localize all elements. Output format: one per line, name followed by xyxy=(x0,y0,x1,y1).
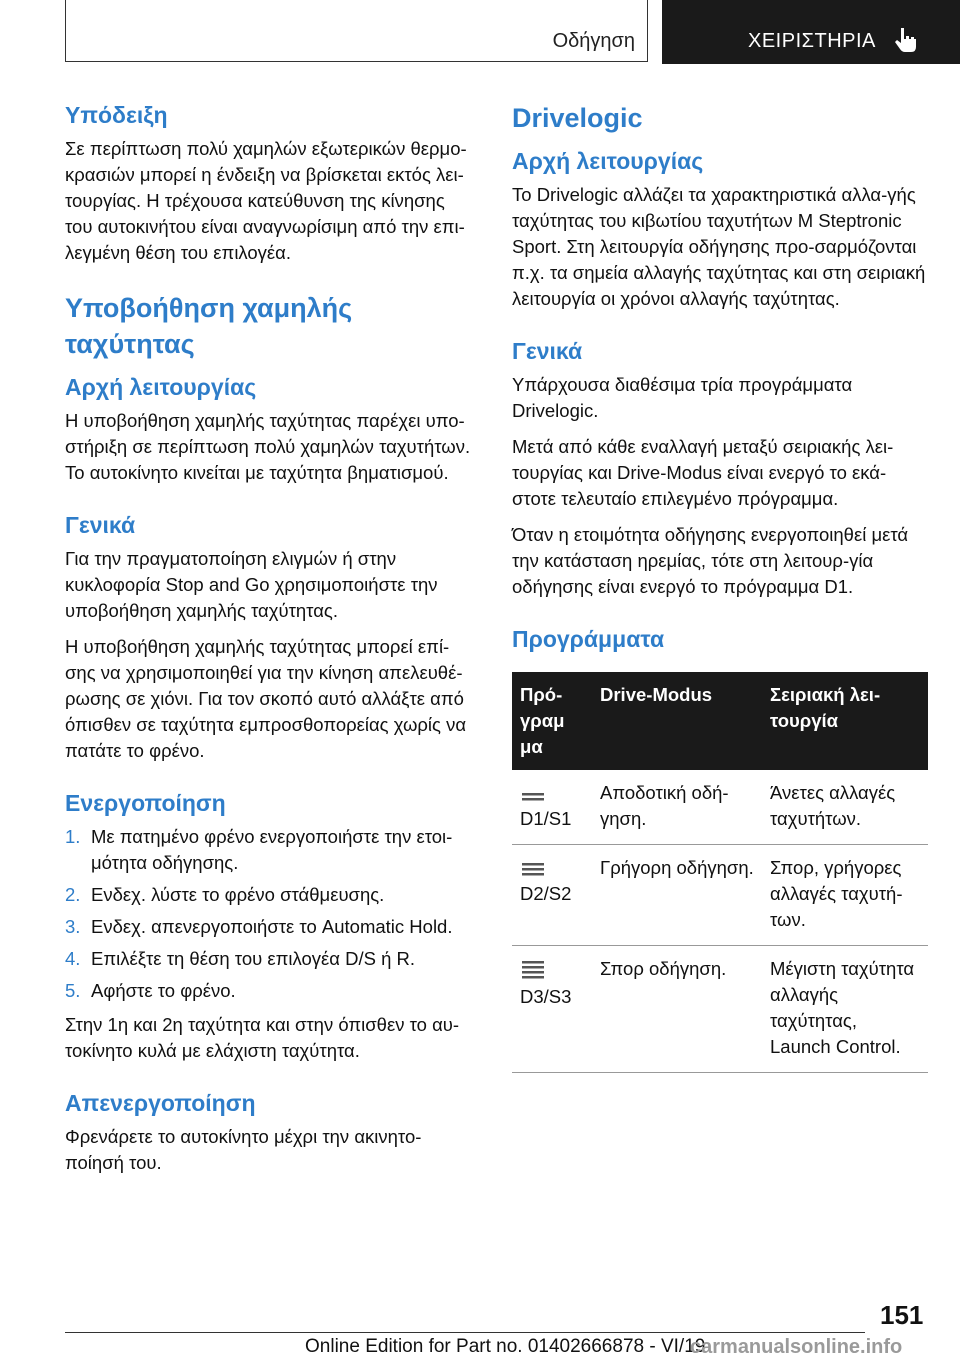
principle-title: Αρχή λειτουργίας xyxy=(512,148,704,174)
watermark: carmanualsonline.info xyxy=(690,1336,903,1358)
header-chapter-tab xyxy=(65,0,648,62)
hint-title: Υπόδειξη xyxy=(65,102,168,128)
principle-text: Το Drivelogic αλλάζει τα χαρακτηριστικά αλλα-γής ταχύτητας του κιβωτίου ταχυτήτων M Steptronic Sport. Στη λειτουργία οδήγησης προ-σαρμόζονται π.χ. τα σημεία αλλαγής ταχύτητας και στη σειριακή λειτουργία οι χρόνοι αλλαγής ταχύτητας. xyxy=(512,184,926,309)
list-item: 2. Ενδεχ. λύστε το φρένο στάθμευσης. xyxy=(65,884,385,905)
general-text-2: Η υποβοήθηση χαμηλής ταχύτητας μπορεί επί-σης να χρησιμοποιηθεί για την κίνηση απελευθέ-ρωσης σε χιόνι. Για τον σκοπό αυτό αλλάξτε από όπισθεν σε ταχύτητα εμπροσθοπορείας χωρίς να πατάτε το φρένο. xyxy=(65,636,467,761)
general-title: Γενικά xyxy=(65,512,136,538)
footer-divider xyxy=(65,1332,865,1333)
drive-mode-cell: Σπορ οδήγηση. xyxy=(592,946,762,1073)
programs-table xyxy=(512,672,928,1073)
list-item: 1. Με πατημένο φρένο ενεργοποιήστε την ετοι-μότητα οδήγησης. xyxy=(65,826,453,873)
column-header: Σειριακή λει-τουργία xyxy=(762,672,928,770)
general-title: Γενικά xyxy=(512,338,583,364)
serial-mode-cell: Άνετες αλλαγές ταχυτήτων. xyxy=(762,770,928,845)
general-text-1: Για την πραγματοποίηση ελιγμών ή στην κυκλοφορία Stop and Go χρησιμοποιήστε την υποβοήθηση χαμηλής ταχύτητας. xyxy=(65,548,438,621)
drive-mode-cell: Αποδοτική οδή-γηση. xyxy=(592,770,762,845)
chapter-label: Οδήγηση xyxy=(552,30,635,52)
table-header-row xyxy=(512,672,928,770)
list-item: 3. Ενδεχ. απενεργοποιήστε το Automatic Hold. xyxy=(65,916,453,937)
deactivation-text: Φρενάρετε το αυτοκίνητο μέχρι την ακινητο-ποίησή του. xyxy=(65,1126,422,1173)
edition-text: Online Edition for Part no. 01402666878 - VI/19 xyxy=(305,1336,706,1357)
general-text-2: Μετά από κάθε εναλλαγή μεταξύ σειριακής λει-τουργίας και Drive-Modus είναι ενεργό το εκά-στοτε τελευταίο επιλεγμένο πρόγραμμα. xyxy=(512,436,894,509)
header-section-tab xyxy=(662,0,960,64)
column-header: Drive-Modus xyxy=(592,672,762,770)
drivelogic-level-3-icon xyxy=(520,960,546,980)
left-column xyxy=(65,100,475,1186)
column-header: Πρό-γραμ μα xyxy=(512,672,592,770)
general-text-1: Υπάρχουσα διαθέσιμα τρία προγράμματα Drivelogic. xyxy=(512,374,853,421)
section-title-drivelogic: Drivelogic xyxy=(512,103,643,133)
table-row xyxy=(512,845,928,946)
drivelogic-level-1-icon xyxy=(520,784,546,802)
principle-title: Αρχή λειτουργίας xyxy=(65,374,257,400)
list-item: 5. Αφήστε το φρένο. xyxy=(65,980,236,1001)
principle-text: Η υποβοήθηση χαμηλής ταχύτητας παρέχει υπο-στήριξη σε περίπτωση πολύ χαμηλών ταχυτήτων. Το αυτοκίνητο κινείται με ταχύτητα βηματισμού. xyxy=(65,410,471,483)
activation-steps xyxy=(65,824,475,1004)
drivelogic-level-2-icon xyxy=(520,859,546,877)
program-label: D1/S1 xyxy=(520,808,572,829)
activation-note: Στην 1η και 2η ταχύτητα και στην όπισθεν το αυ-τοκίνητο κυλά με ελάχιστη ταχύτητα. xyxy=(65,1014,460,1061)
general-text-3: Όταν η ετοιμότητα οδήγησης ενεργοποιηθεί μετά την κατάσταση ηρεμίας, τότε στη λειτουρ-γία οδήγησης είναι ενεργό το πρόγραμμα D1. xyxy=(512,524,909,597)
table-row xyxy=(512,946,928,1073)
program-label: D3/S3 xyxy=(520,986,572,1007)
list-item: 4. Επιλέξτε τη θέση του επιλογέα D/S ή R. xyxy=(65,948,416,969)
right-column xyxy=(512,100,928,1073)
programs-title: Προγράμματα xyxy=(512,626,665,652)
hand-pointer-icon xyxy=(894,26,920,54)
hint-text: Σε περίπτωση πολύ χαμηλών εξωτερικών θερμο-κρασιών μπορεί η ένδειξη να βρίσκεται εκτός λει-τουργίας. Η τρέχουσα κατεύθυνση της κίνησης του αυτοκινήτου είναι αναγνωρίσιμη από την επι-λεγμένη θέση του επιλογέα. xyxy=(65,138,467,263)
drive-mode-cell: Γρήγορη οδήγηση. xyxy=(592,845,762,946)
program-label: D2/S2 xyxy=(520,883,572,904)
serial-mode-cell: Μέγιστη ταχύτητα αλλαγής ταχύτητας, Launch Control. xyxy=(762,946,928,1073)
deactivation-title: Απενεργοποίηση xyxy=(65,1090,256,1116)
section-title-low-speed-assist: Υποβοήθηση χαμηλής ταχύτητας xyxy=(65,293,353,359)
table-row xyxy=(512,770,928,845)
section-label: ΧΕΙΡΙΣΤΗΡΙΑ xyxy=(748,30,876,52)
activation-title: Ενεργοποίηση xyxy=(65,790,226,816)
page-number: 151 xyxy=(880,1300,924,1330)
serial-mode-cell: Σπορ, γρήγορες αλλαγές ταχυτή-των. xyxy=(762,845,928,946)
